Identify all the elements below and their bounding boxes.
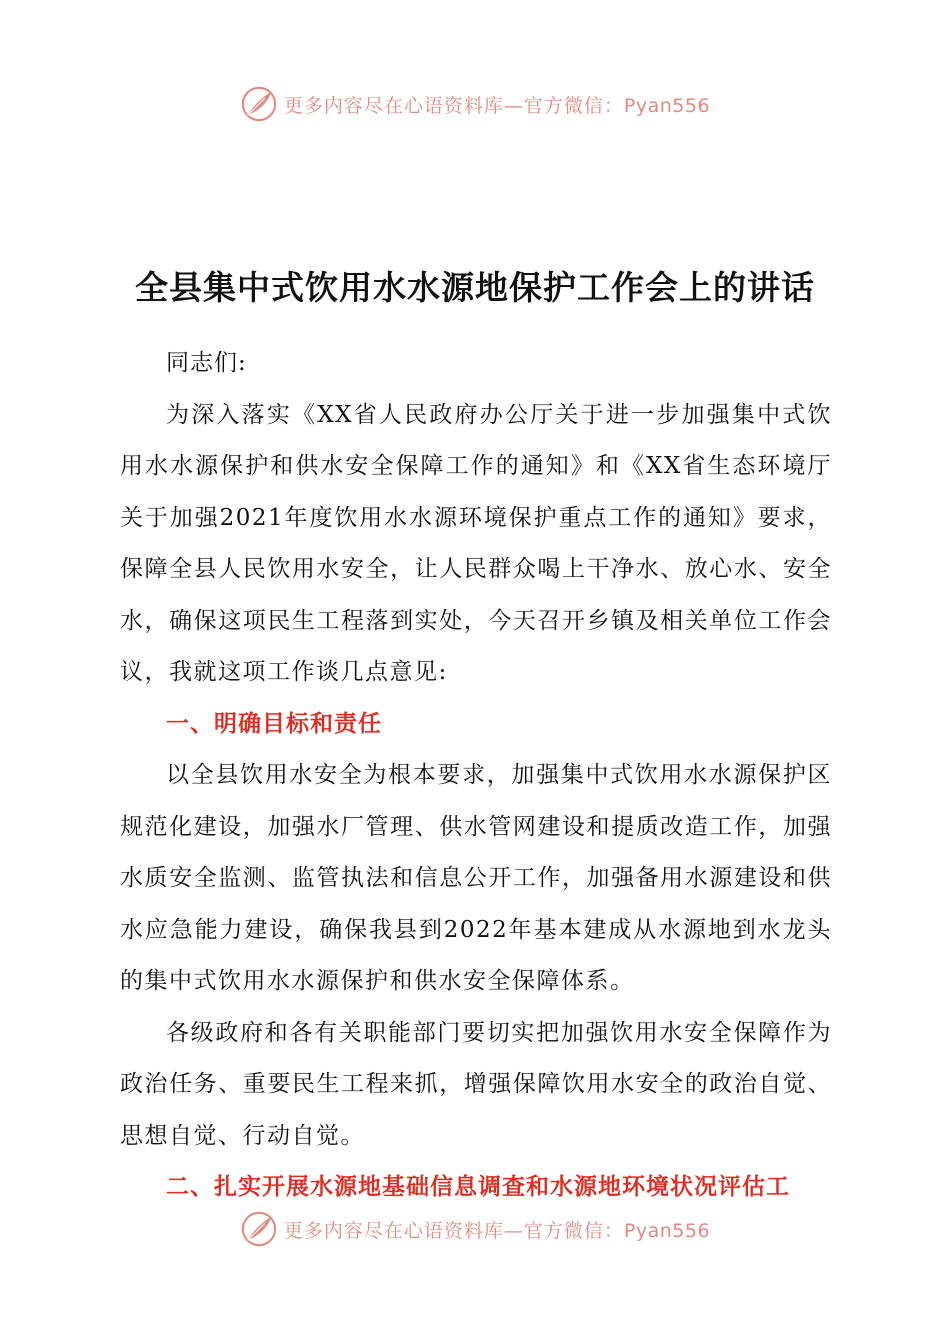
intro-paragraph: 为深入落实《XX省人民政府办公厅关于进一步加强集中式饮用水水源保护和供水安全保障工作的通知》和《XX省生态环境厅关于加强2021年度饮用水水源环境保护重点工作的通知》要求，保障全县人民饮用水安全，让人民群众喝上干净水、放心水、安全水，确保这项民生工程落到实处，今天召开乡镇及相关单位工作会议，我就这项工作谈几点意见: (120, 401, 832, 685)
document-body (120, 338, 832, 1214)
section-heading-2: 二、扎实开展水源地基础信息调查和水源地环境状况评估工 (166, 1174, 790, 1200)
quill-pen-logo-icon (240, 85, 278, 123)
section1-paragraph-2: 各级政府和各有关职能部门要切实把加强饮用水安全保障作为政治任务、重要民生工程来抓，增强保障饮用水安全的政治自觉、思想自觉、行动自觉。 (120, 1019, 832, 1149)
quill-pen-logo-icon (240, 1210, 278, 1248)
footer-watermark-banner (0, 1209, 950, 1249)
watermark-text: 更多内容尽在心语资料库—官方微信：Pyan556 (283, 1219, 711, 1242)
greeting: 同志们: (166, 350, 247, 376)
section1-paragraph-1: 以全县饮用水安全为根本要求，加强集中式饮用水水源保护区规范化建设，加强水厂管理、供水管网建设和提质改造工作，加强水质安全监测、监管执法和信息公开工作，加强备用水源建设和供水应急能力建设，确保我县到2022年基本建成从水源地到水龙头的集中式饮用水水源保护和供水安全保障体系。 (120, 762, 832, 994)
header-watermark-banner (0, 84, 950, 124)
section-heading-1: 一、明确目标和责任 (166, 710, 382, 737)
document-title: 全县集中式饮用水水源地保护工作会上的讲话 (135, 268, 815, 307)
watermark-text: 更多内容尽在心语资料库—官方微信：Pyan556 (283, 94, 711, 117)
